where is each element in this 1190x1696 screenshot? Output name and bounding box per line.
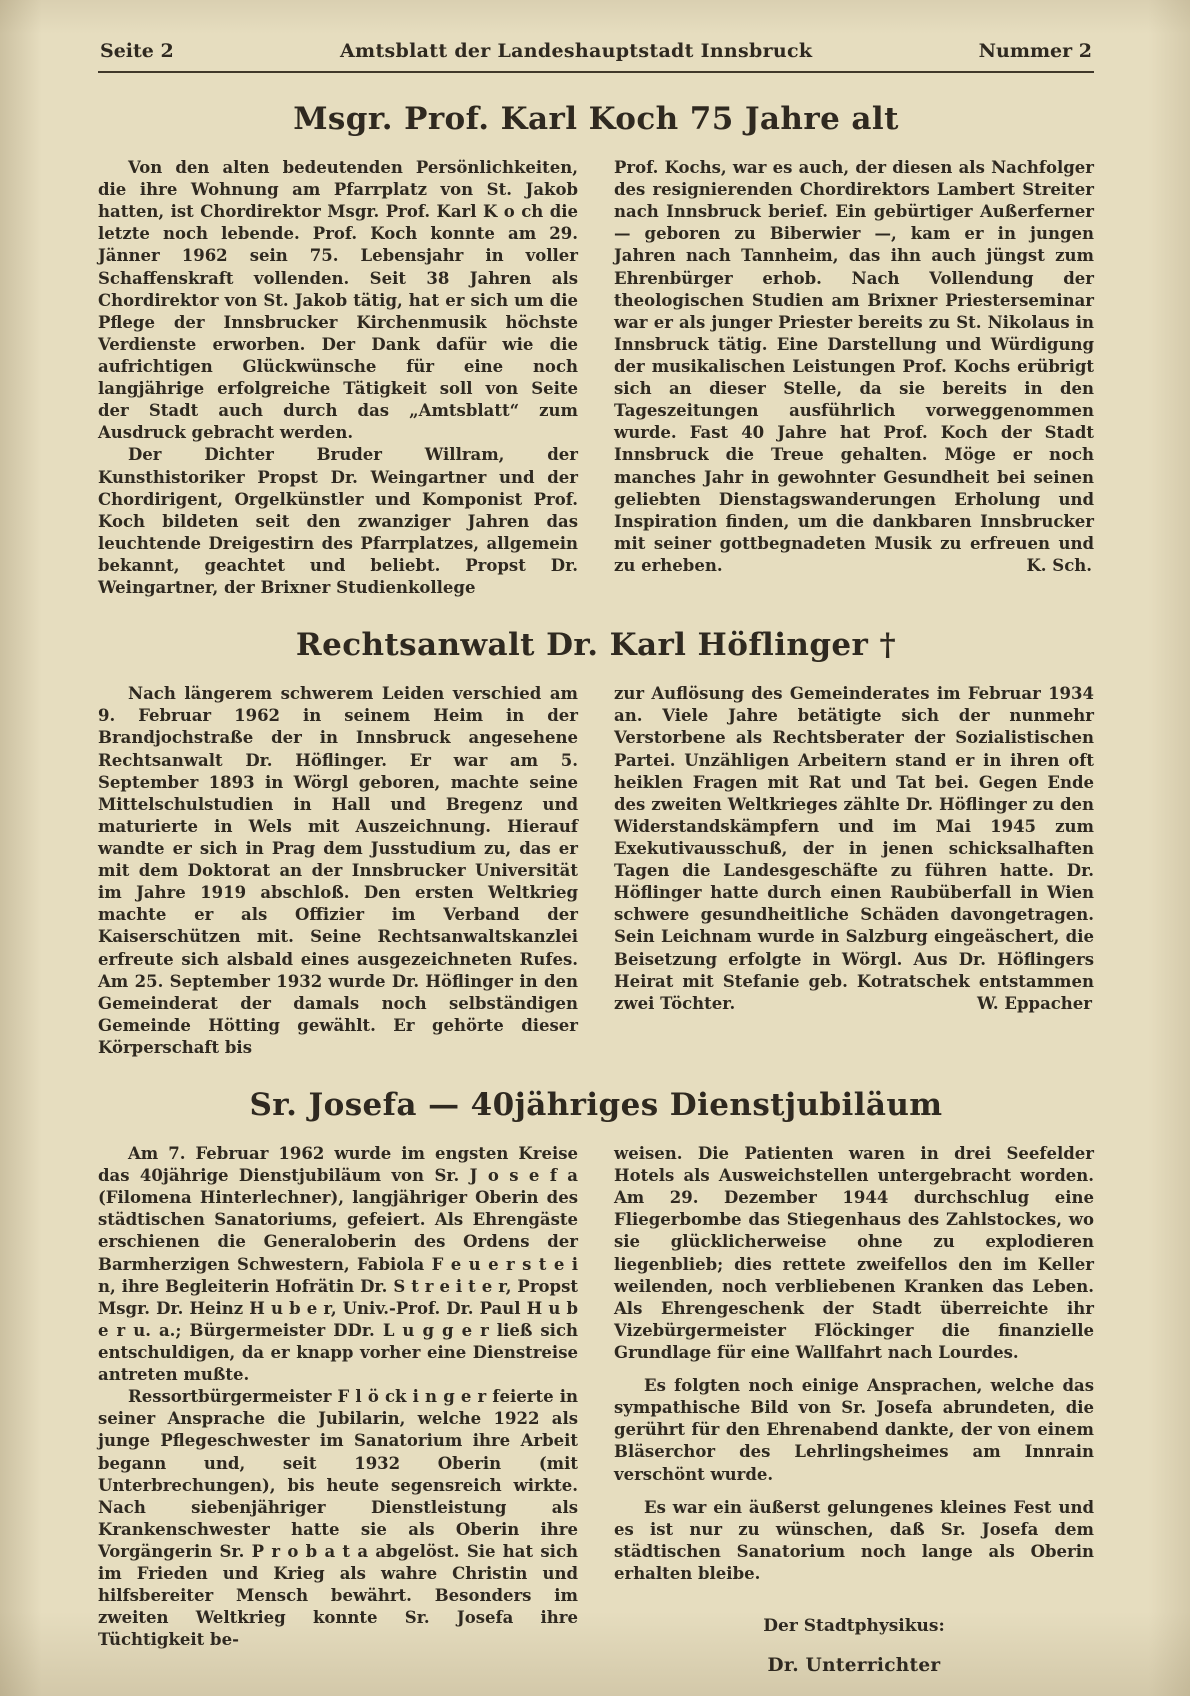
article-columns (98, 683, 1094, 1059)
article-title: Rechtsanwalt Dr. Karl Höflinger † (295, 627, 897, 664)
article-column-left (98, 1143, 578, 1679)
article-column-left (98, 683, 578, 1059)
column-paragraphs (614, 683, 1094, 1015)
signature-name: Dr. Unterrichter (767, 1654, 941, 1676)
article-column-right (614, 1143, 1094, 1679)
paragraph: Von den alten bedeutenden Persönlichkeiten, die ihre Wohnung am Pfarrplatz von St. Jakob hatten, ist Chordirektor Msgr. Prof. Karl K o ch die letzte noch lebende. Prof. Koch konnte am 29. Jänner 1962 sein 75. Lebensjahr in voller Schaffenskraft vollenden. Seit 38 Jahren als Chordirektor von St. Jakob tätig, hat er sich um die Pflege der Innsbrucker Kirchenmusik höchste Verdienste erworben. Der Dank dafür wie die aufrichtigen Glückwünsche für eine noch langjährige erfolgreiche Tätigkeit soll von Seite der Stadt auch durch das „Amtsblatt“ zum Ausdruck gebracht werden. (98, 158, 578, 443)
column-paragraphs (98, 1143, 578, 1652)
article-title: Msgr. Prof. Karl Koch 75 Jahre alt (293, 101, 899, 137)
paragraph: Prof. Kochs, war es auch, der diesen als Nachfolger des resignierenden Chordirektors Lambert Streiter nach Innsbruck berief. Ein gebürtiger Außerferner — geboren zu Biberwier —, kam er in jungen Jahren nach Tannheim, das ihn auch jüngst zum Ehrenbürger erhob. Nach Vollendung der theologischen Studien am Brixner Priesterseminar war er als junger Priester bereits zu St. Nikolaus in Innsbruck tätig. Eine Darstellung und Würdigung der musikalischen Leistungen Prof. Kochs erübrigt sich an dieser Stelle, da sie bereits in den Tageszeitungen ausführlich vorweggenommen wurde. Fast 40 Jahre hat Prof. Koch der Stadt Innsbruck die Treue gehalten. Möge er noch manches Jahr in gewohnter Gesundheit bei seinen geliebten Dienstagswanderungen Erholung und Inspiration finden, um die dankbaren Innsbrucker mit seiner gottbegnadeten Musik zu erfreuen und zu erheben. (614, 158, 1094, 575)
paragraph: Der Dichter Bruder Willram, der Kunsthistoriker Propst Dr. Weingartner und der Chordirigent, Orgelkünstler und Komponist Prof. Koch bildeten seit den zwanziger Jahren das leuchtende Dreigestirn des Pfarrplatzes, allgemein bekannt, geachtet und beliebt. Propst Dr. Weingartner, der Brixner Studienkollege (98, 445, 578, 598)
article-column-right (614, 683, 1094, 1059)
paragraph: Es folgten noch einige Ansprachen, welche das sympathische Bild von Sr. Josefa abrundeten, die gerührt für den Ehrenabend dankte, der von einem Bläserchor des Lehrlingsheimes am Innrain verschönt wurde. (614, 1376, 1094, 1484)
paragraph: zur Auflösung des Gemeinderates im Februar 1934 an. Viele Jahre betätigte sich der nunmehr Verstorbene als Rechtsberater der Sozialistischen Partei. Unzähligen Arbeitern stand er in ihren oft heiklen Fragen mit Rat und Tat bei. Gegen Ende des zweiten Weltkrieges zählte Dr. Höflinger zu den Widerstandskämpfern und im Mai 1945 zum Exekutivausschuß, der in jenen schicksalhaften Tagen die Landesgeschäfte zu führen hatte. Dr. Höflinger hatte durch einen Raubüberfall in Wien schwere gesundheitliche Schäden davongetragen. Sein Leichnam wurde in Salzburg eingeäschert, die Beisetzung erfolgte in Wörgl. Aus Dr. Höflingers Heirat mit Stefanie geb. Kotratschek entstammen zwei Töchter. (614, 684, 1094, 1013)
signature-block (614, 1615, 1094, 1679)
masthead (98, 40, 1094, 73)
masthead-title: Amtsblatt der Landeshauptstadt Innsbruck (340, 40, 813, 62)
column-paragraphs (614, 157, 1094, 577)
column-paragraphs (98, 157, 578, 599)
column-paragraphs (98, 683, 578, 1059)
article-title: Sr. Josefa — 40jähriges Dienstjubiläum (249, 1087, 943, 1124)
article-author: K. Sch. (1026, 556, 1092, 576)
article-columns (98, 1143, 1094, 1679)
issue-number-label: Nummer 2 (978, 40, 1092, 62)
article-karl-koch (98, 101, 1094, 599)
article-karl-hoeflinger (98, 627, 1094, 1059)
article-column-left (98, 157, 578, 599)
paragraph: weisen. Die Patienten waren in drei Seefelder Hotels als Ausweichstellen untergebracht worden. Am 29. Dezember 1944 durchschlug eine Fliegerbombe das Stiegenhaus des Zahlstockes, wo sie glücklicherweise ohne zu explodieren liegenblieb; dies rettete zweifellos den im Keller weilenden, noch verbliebenen Kranken das Leben. Als Ehrengeschenk der Stadt überreichte ihr Vizebürgermeister Flöckinger die finanzielle Grundlage für eine Wallfahrt nach Lourdes. (614, 1144, 1094, 1363)
paragraph: Nach längerem schwerem Leiden verschied am 9. Februar 1962 in seinem Heim in der Brandjochstraße der in Innsbruck angesehene Rechtsanwalt Dr. Höflinger. Er war am 5. September 1893 in Wörgl geboren, machte seine Mittelschulstudien in Hall und Bregenz und maturierte in Wels mit Auszeichnung. Hierauf wandte er sich in Prag dem Jusstudium zu, das er mit dem Doktorat an der Innsbrucker Universität im Jahre 1919 abschloß. Den ersten Weltkrieg machte er als Offizier im Verband der Kaiserschützen mit. Seine Rechtsanwaltskanzlei erfreute sich alsbald eines ausgezeichneten Rufes. Am 25. September 1932 wurde Dr. Höflinger in den Gemeinderat der damals noch selbständigen Gemeinde Hötting gewählt. Er gehörte dieser Körperschaft bis (98, 684, 578, 1057)
article-sr-josefa (98, 1087, 1094, 1679)
signature-role: Der Stadtphysikus: (763, 1616, 945, 1637)
column-paragraphs (614, 1143, 1094, 1585)
paragraph: Am 7. Februar 1962 wurde im engsten Kreise das 40jährige Dienstjubiläum von Sr. J o s e f a (Filomena Hinterlechner), langjähriger Oberin des städtischen Sanatoriums, gefeiert. Als Ehrengäste erschienen die Generaloberin des Ordens der Barmherzigen Schwestern, Fabiola F e u e r s t e i n, ihre Begleiterin Hofrätin Dr. S t r e i t e r, Propst Msgr. Dr. Heinz H u b e r, Univ.-Prof. Dr. Paul H u b e r u. a.; Bürgermeister DDr. L u g g e r ließ sich entschuldigen, da er knapp vorher eine Dienstreise antreten mußte. (98, 1144, 578, 1385)
paragraph: Es war ein äußerst gelungenes kleines Fest und es ist nur zu wünschen, daß Sr. Josefa dem städtischen Sanatorium noch lange als Oberin erhalten bleibe. (614, 1497, 1094, 1584)
article-author: W. Eppacher (976, 993, 1092, 1013)
article-column-right (614, 157, 1094, 599)
page-number-label: Seite 2 (100, 40, 174, 62)
article-columns (98, 157, 1094, 599)
paragraph: Ressortbürgermeister F l ö ck i n g e r feierte in seiner Ansprache die Jubilarin, welche 1922 als junge Pflegeschwester im Sanatorium ihre Arbeit begann und, seit 1932 Oberin (mit Unterbrechungen), bis heute segensreich wirkte. Nach siebenjähriger Dienstleistung als Krankenschwester hatte sie als Oberin ihre Vorgängerin Sr. P r o b a t a abgelöst. Sie hat sich im Frieden und Krieg als wahre Christin und hilfsbereiter Mensch bewährt. Besonders im zweiten Weltkrieg konnte Sr. Josefa ihre Tüchtigkeit be- (98, 1387, 578, 1650)
